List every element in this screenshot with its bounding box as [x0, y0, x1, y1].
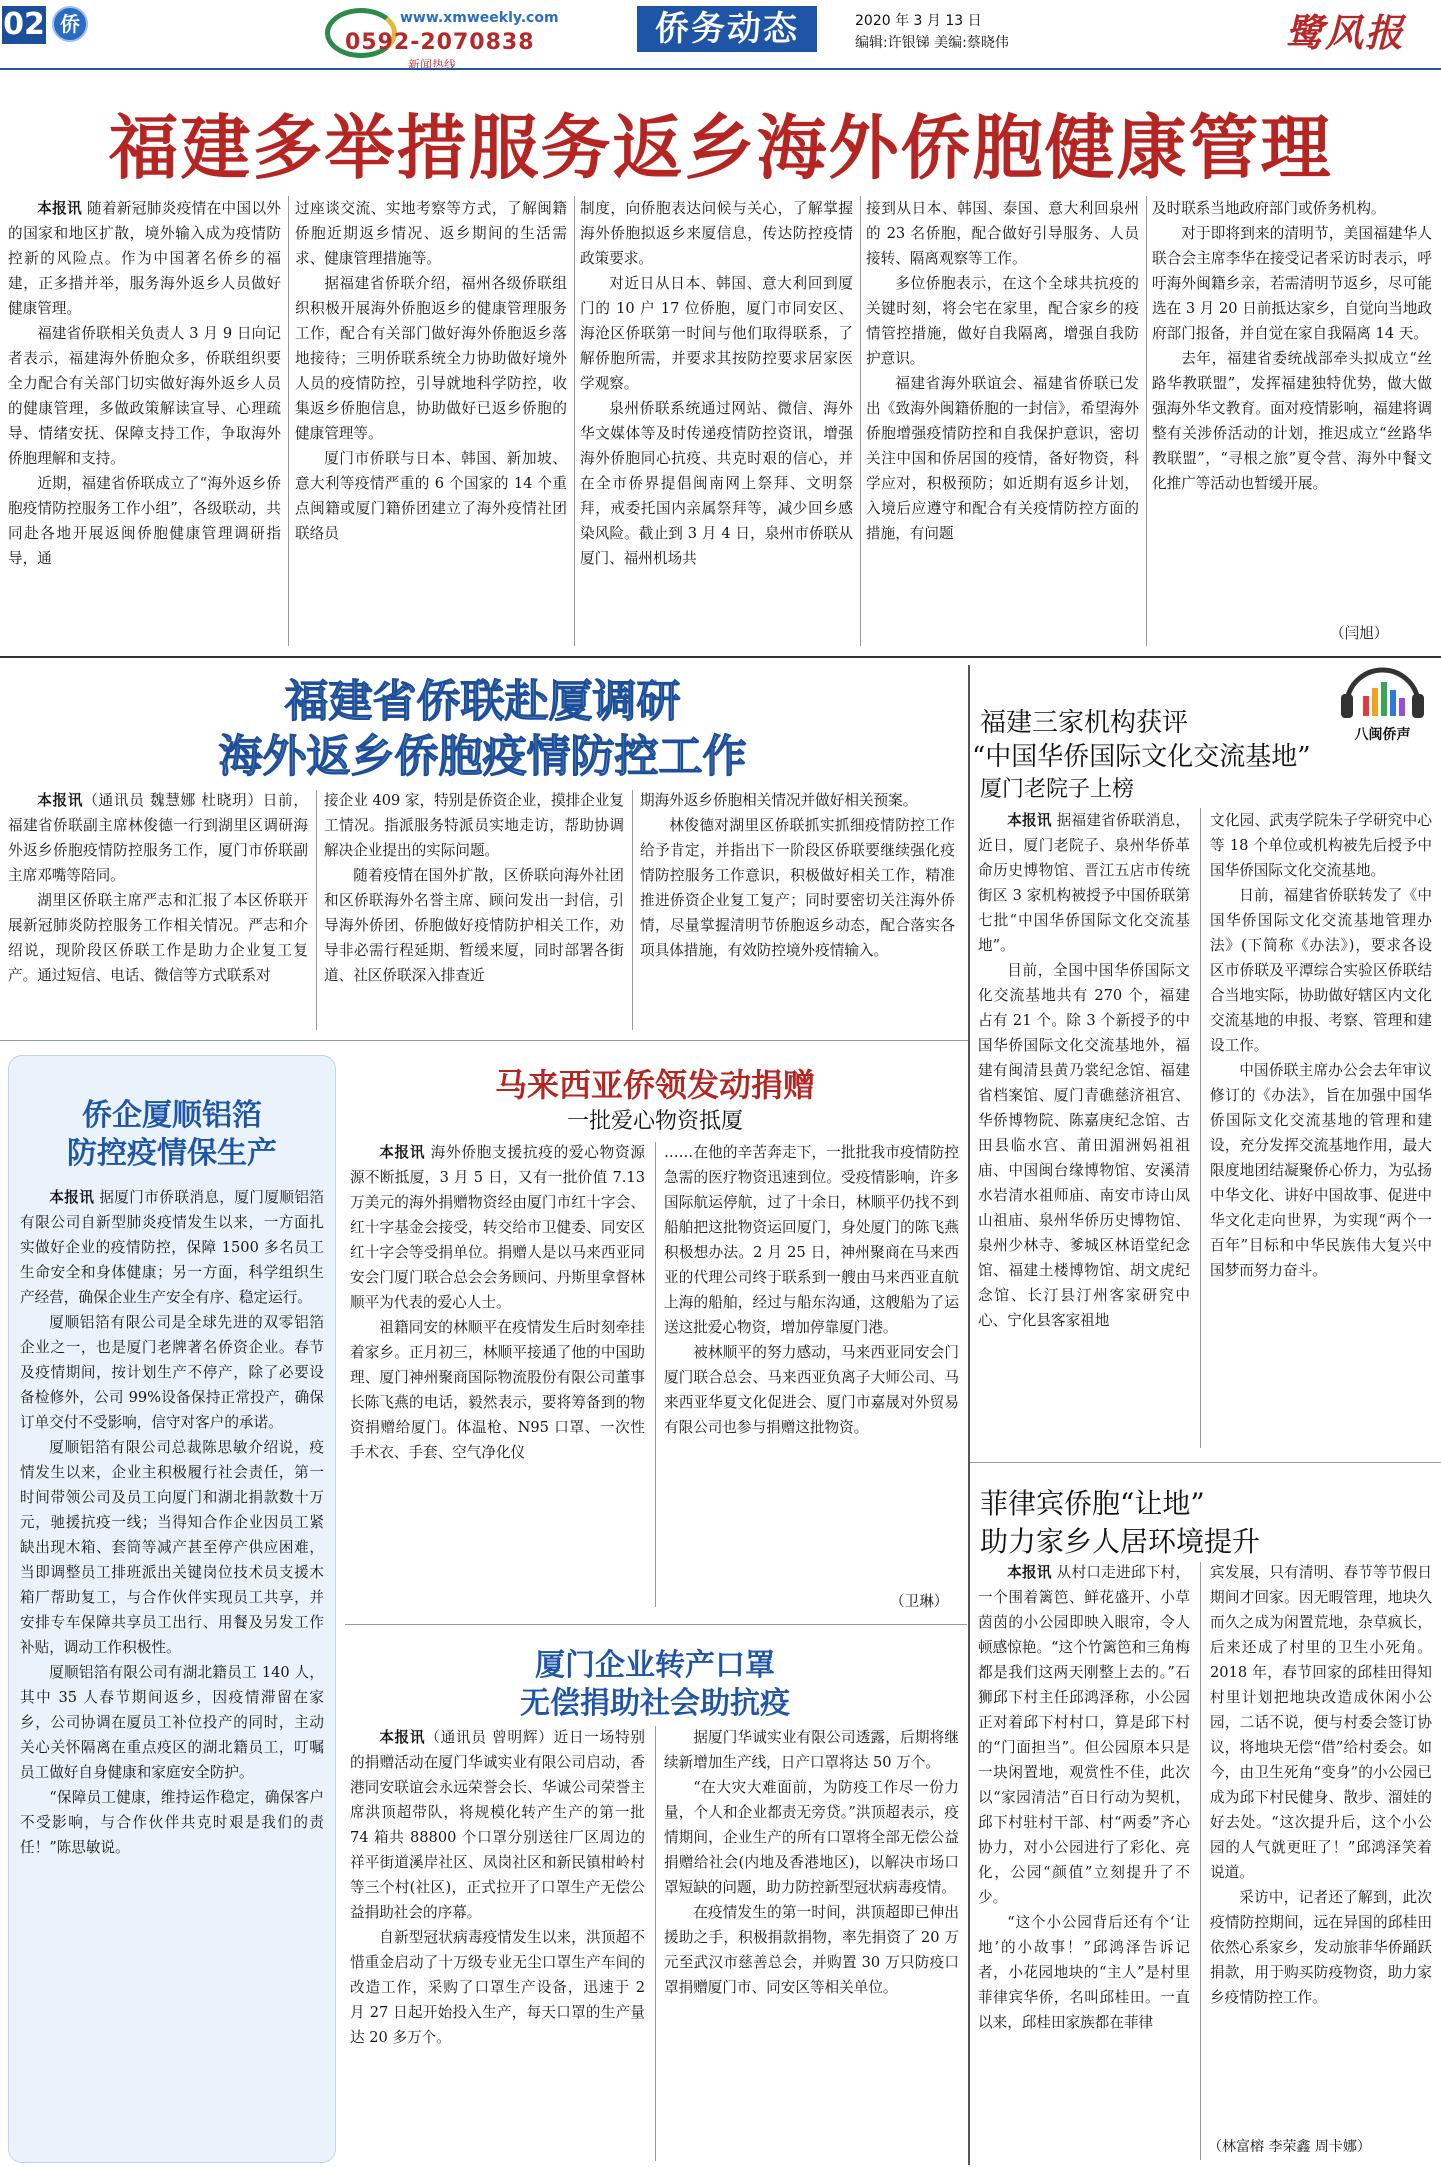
s5-col-2: 据厦门华诚实业有限公司透露，后期将继续新增加生产线，日产口罩将达 50 万个。 “在大灾大难面前，为防疫工作尽一份力量，个人和企业都责无旁贷。”洪顶超表示，疫情期间，企业生产的所有口罩将全部无偿公益捐赠给社会(内地及香港地区)，以解决市场口罩短缺的问题，助力防控新型冠状病毒疫情。 在疫情发生的第一时间，洪顶超即已伸出援助之手，积极捐款捐物，率先捐资了 20 万元至武汉市慈善总会，并购置 30 万只防疫口罩捐赠厦门市、同安区等相关单位。 [664, 1729, 959, 1996]
s6-headline-1: 福建三家机构获评 [980, 708, 1189, 738]
divider [860, 196, 861, 646]
s2-headline-2: 海外返乡侨胞疫情防控工作 [218, 731, 747, 782]
divider [655, 1142, 656, 1607]
paper-name: 鹭风报 [1285, 10, 1406, 55]
editor-credits: 编辑:许银锑 美编:蔡晓伟 [855, 35, 1009, 51]
s7-byline: （林富榕 李荣鑫 周卡娜） [1208, 2139, 1371, 2155]
section-rule [345, 1624, 967, 1625]
section-banner: 侨务动态 [637, 6, 817, 52]
site-url: www.xmweekly.com [400, 10, 559, 26]
s4-byline: （卫琳） [890, 1593, 949, 1610]
s4-subheadline: 一批爱心物资抵厦 [566, 1109, 743, 1134]
s2-col-3: 期海外返乡侨胞相关情况并做好相关预案。 林俊德对湖里区侨联抓实抓细疫情防控工作给予肯定，并指出下一阶段区侨联要继续强化疫情防控服务工作意识，积极做好相关工作，精准推进侨资企业复工复产；同时要密切关注海外侨情，尽量掌握清明节侨胞返乡动态，配合落实各项具体措施，有效防控境外疫情输入。 [640, 792, 955, 959]
s5-headline-2: 无偿捐助社会助抗疫 [520, 1686, 790, 1721]
section-rule [0, 656, 1441, 658]
hotline-label: 新闻热线 [408, 58, 457, 72]
header-rule [0, 68, 1441, 70]
s6-headline-2: “中国华侨国际文化交流基地” [972, 742, 1311, 772]
s7-col-2: 宾发展，只有清明、春节等节假日期间才回家。因无暇管理，地块久而久之成为闲置荒地，杂草疯长，后来还成了村里的卫生小死角。2018 年，春节回家的邱桂田得知村里计划把地块改造成休闲小公园，二话不说，便与村委会签订协议，将地块无偿“借”给村委会。如今，由卫生死角“变身”的小公园已成为邱下村民健身、散步、溜娃的好去处。“这次提升后，这个小公园的人气就更旺了！”邱鸿泽笑着说道。 采访中，记者还了解到，此次疫情防控期间，远在异国的邱桂田依然心系家乡，发动旅菲华侨踊跃捐款，用于购买防疫物资，助力家乡疫情防控工作。 [1210, 1564, 1432, 2006]
issue-date: 2020 年 3 月 13 日 [855, 13, 982, 29]
divider [968, 665, 970, 2165]
emblem-char: 侨 [60, 12, 80, 36]
section-rule [970, 1462, 1441, 1463]
s5-headline-1: 厦门企业转产口罩 [535, 1648, 775, 1683]
s3-col-1: 本报讯 据厦门市侨联消息，厦门厦顺铝箔有限公司自新型肺炎疫情发生以来，一方面扎实做好企业的疫情防控，保障 1500 多名员工生命安全和身体健康；另一方面，科学组织生产经营，确保企业生产安全有序、稳定运行。 厦顺铝箔有限公司是全球先进的双零铝箔企业之一，也是厦门老牌著名侨资企业。春节及疫情期间，按计划生产不停产，除了必要设备检修外，公司 99%设备保持正常投产，确保订单交付不受影响，信守对客户的承诺。 厦顺铝箔有限公司总裁陈思敏介绍说，疫情发生以来，企业主积极履行社会责任，第一时间带领公司及员工向厦门和湖北捐款数十万元，驰援抗疫一线；当得知合作企业因员工紧缺出现木箱、套筒等减产甚至停产供应困难，当即调整员工排班派出关键岗位技术员支援木箱厂帮助复工，与合作伙伴实现员工共享，并安排专车保障共享员工出行、用餐及另发工作补贴，调动工作积极性。 厦顺铝箔有限公司有湖北籍员工 140 人，其中 35 人春节期间返乡，因疫情滞留在家乡，公司协调在厦员工补位投产的同时，主动关心关怀隔离在重点疫区的湖北籍员工，叮嘱员工做好自身健康和家庭安全防护。 “保障员工健康，维持运作稳定，确保客户不受影响，与合作伙伴共克时艰是我们的责任！”陈思敏说。 [20, 1189, 324, 1856]
column-logo-label: 八闽侨声 [1354, 727, 1411, 743]
page-emblem-icon [52, 6, 88, 42]
s5-col-1: 本报讯（通讯员 曾明辉）近日一场特别的捐赠活动在厦门华诚实业有限公司启动，香港同安联谊会永远荣誉会长、华诚公司荣誉主席洪顶超带队，将规模化转产生产的第一批 74 箱共 88800 个口罩分别送往厂区周边的祥平街道溪岸社区、凤岗社区和新民镇柑岭村等三个村(社区)，正式拉开了口罩生产无偿公益捐助社会的序幕。 自新型冠状病毒疫情发生以来，洪顶超不惜重金启动了十万级专业无尘口罩生产车间的改造工作，采购了口罩生产设备，迅速于 2 月 27 日起开始投入生产，每天口罩的生产量达 20 多万个。 [350, 1729, 645, 2046]
s6-col-2: 文化园、武夷学院朱子学研究中心等 18 个单位或机构被先后授予中国华侨国际文化交流基地。 日前，福建省侨联转发了《中国华侨国际文化交流基地管理办法》(下简称《办法》)，要求各设区市侨联及平潭综合实验区侨联结合当地实际，协助做好辖区内文化交流基地的申报、考察、管理和建设工作。 中国侨联主席办公会去年审议修订的《办法》，旨在加强中国华侨国际文化交流基地的管理和建设，充分发挥交流基地作用，最大限度地团结凝聚侨心侨力，为弘扬中华文化、讲好中国故事、促进中华文化走向世界，为实现“两个一百年”目标和中华民族伟大复兴中国梦而努力奋斗。 [1210, 812, 1432, 1279]
s2-headline-1: 福建省侨联赴厦调研 [284, 676, 681, 727]
s2-col-1: 本报讯（通讯员 魏慧娜 杜晓玥）日前，福建省侨联副主席林俊德一行到湖里区调研海外返乡侨胞疫情防控服务工作，厦门市侨联副主席邓嘴等陪同。 湖里区侨联主席严志和汇报了本区侨联开展新冠肺炎防控服务工作相关情况。严志和介绍说，现阶段区侨联工作是助力企业复工复产。通过短信、电话、微信等方式联系对 [8, 792, 308, 984]
phone-number: 0592-2070838 [345, 30, 535, 55]
lead-col-2: 过座谈交流、实地考察等方式，了解闽籍侨胞近期返乡情况、返乡期间的生活需求、健康管理措施等。 据福建省侨联介绍，福州各级侨联组织积极开展海外侨胞返乡的健康管理服务工作，配合有关部门做好海外侨胞返乡落地接待；三明侨联系统全力协助做好境外人员的疫情防控，引导就地科学防控，收集返乡侨胞信息，协助做好已返乡侨胞的健康管理等。 厦门市侨联与日本、韩国、新加坡、意大利等疫情严重的 6 个国家的 14 个重点闽籍或厦门籍侨团建立了海外疫情社团联络员 [295, 200, 567, 542]
divider [1146, 196, 1147, 646]
lead-headline: 福建多举措服务返乡海外侨胞健康管理 [108, 107, 1333, 189]
divider [1200, 808, 1201, 1448]
lead-col-3: 制度，向侨胞表达问候与关心，了解掌握海外侨胞拟返乡来厦信息，传达防控疫情政策要求。 对近日从日本、韩国、意大利回到厦门的 10 户 17 位侨胞，厦门市同安区、海沧区侨联第一时间与他们取得联系，了解侨胞所需，并要求其按防控要求居家医学观察。 泉州侨联系统通过网站、微信、海外华文媒体等及时传递疫情防控资讯，增强海外侨胞同心抗疫、共克时艰的信心，并在全市侨界提倡闽南网上祭拜、文明祭拜，戒委托国内亲属祭拜等，减少回乡感染风险。截止到 3 月 4 日，泉州市侨联从厦门、福州机场共 [580, 200, 853, 567]
s6-subheadline: 厦门老院子上榜 [980, 777, 1135, 802]
s7-headline-1: 菲律宾侨胞“让地” [980, 1487, 1205, 1520]
lead-col-4: 接到从日本、韩国、泰国、意大利回泉州的 23 名侨胞，配合做好引导服务、人员接转、隔离观察等工作。 多位侨胞表示，在这个全球共抗疫的关键时刻，将会宅在家里，配合家乡的疫情管控措施，做好自我隔离，增强自我防护意识。 福建省海外联谊会、福建省侨联已发出《致海外闽籍侨胞的一封信》，希望海外侨胞增强疫情防控和自我保护意识，密切关注中国和侨居国的疫情，备好物资，科学应对，积极预防；如近期有返乡计划，入境后应遵守和配合有关疫情防控方面的措施，有问题 [866, 200, 1139, 542]
divider [288, 196, 289, 646]
divider [574, 196, 575, 646]
page-number: 02 [3, 7, 45, 42]
lead-col-5: 及时联系当地政府部门或侨务机构。 对于即将到来的清明节，美国福建华人联合会主席李华在接受记者采访时表示，呼吁海外闽籍乡亲，若需清明节返乡，尽可能选在 3 月 20 日前抵达家乡，自觉向当地政府部门报备，并自觉在家自我隔离 14 天。 去年，福建省委统战部牵头拟成立“丝路华教联盟”，发挥福建独特优势，做大做强海外华文教育。面对疫情影响，福建将调整有关涉侨活动的计划，推迟成立“丝路华教联盟”，“寻根之旅”夏令营、海外中餐文化推广等活动也暂缓开展。 [1152, 200, 1432, 492]
s7-headline-2: 助力家乡人居环境提升 [980, 1525, 1261, 1558]
divider [632, 790, 633, 1030]
s3-headline-1: 侨企厦顺铝箔 [82, 1098, 262, 1133]
lead-col-1: 本报讯 随着新冠肺炎疫情在中国以外的国家和地区扩散，境外输入成为疫情防控新的风险点。作为中国著名侨乡的福建，正多措并举，服务海外返乡人员做好健康管理。 福建省侨联相关负责人 3 月 9 日向记者表示，福建海外侨胞众多，侨联组织要全力配合有关部门切实做好海外返乡人员的健康管理，多做政策解读宣导、心理疏导、情绪安抚、保障支持工作，争取海外侨胞理解和支持。 近期，福建省侨联成立了“海外返乡侨胞疫情防控服务工作小组”，各级联动，共同赴各地开展返闽侨胞健康管理调研指导，通 [8, 200, 281, 567]
s2-col-2: 接企业 409 家，特别是侨资企业，摸排企业复工情况。指派服务特派员实地走访，帮助协调解决企业提出的实际问题。 随着疫情在国外扩散，区侨联向海外社团和区侨联海外名誉主席、顾问发出一封信，引导海外侨团、侨胞做好疫情防护相关工作，劝导非必需行程延期、暂缓来厦，同时部署各街道、社区侨联深入排查近 [324, 792, 624, 984]
s3-headline-2: 防控疫情保生产 [67, 1136, 277, 1171]
s4-headline: 马来西亚侨领发动捐赠 [494, 1066, 815, 1104]
s6-col-1: 本报讯 据福建省侨联消息，近日，厦门老院子、泉州华侨革命历史博物馆、晋江五店市传统街区 3 家机构被授予中国侨联第七批“中国华侨国际文化交流基地”。 目前，全国中国华侨国际文化交流基地共有 270 个，福建占有 21 个。除 3 个新授予的中国华侨国际文化交流基地外，福建有闽清县黄乃裳纪念馆、福建省档案馆、厦门青礁慈济祖宫、华侨博物院、陈嘉庚纪念馆、古田县临水宫、莆田湄洲妈祖祖庙、中国闽台缘博物馆、安溪清水岩清水祖师庙、南安市诗山凤山祖庙、泉州华侨历史博物馆、泉州少林寺、爹城区林语堂纪念馆、福建土楼博物馆、胡文虎纪念馆、长汀县汀州客家研究中心、宁化县客家祖地 [978, 812, 1190, 1329]
divider [316, 790, 317, 1030]
lead-byline: （闫旭） [1330, 625, 1389, 642]
podcast-icon [1335, 660, 1430, 722]
divider [1200, 1562, 1201, 2160]
section-rule [0, 1040, 968, 1041]
divider [655, 1726, 656, 2161]
s4-col-1: 本报讯 海外侨胞支援抗疫的爱心物资源源不断抵厦，3 月 5 日，又有一批价值 7.13 万美元的海外捐赠物资经由厦门市红十字会、红十字基金会接受，转交给市卫健委、同安区红十字会等受捐单位。捐赠人是以马来西亚同安会门厦门联合总会会务顾问、丹斯里拿督林顺平为代表的爱心人士。 祖籍同安的林顺平在疫情发生后时刻牵挂着家乡。正月初三，林顺平接通了他的中国助理、厦门神州聚商国际物流股份有限公司董事长陈飞燕的电话，毅然表示，要将筹备到的物资捐赠给厦门。体温枪、N95 口罩、一次性手术衣、手套、空气净化仪 [350, 1144, 645, 1461]
s7-col-1: 本报讯 从村口走进邱下村，一个围着篱笆、鲜花盛开、小草茵茵的小公园即映入眼帘，令人顿感惊艳。“这个竹篱笆和三角梅都是我们这两天刚整上去的。”石狮邱下村主任邱鸿泽称，小公园正对着邱下村村口，算是邱下村的“门面担当”。但公园原本只是一块闲置地，观赏性不佳，此次以“家园清洁”百日行动为契机，邱下村驻村干部、村“两委”齐心协力，对小公园进行了彩化、亮化，公园“颜值”立刻提升了不少。 “这个小公园背后还有个‘让地’的小故事！”邱鸿泽告诉记者，小花园地块的“主人”是村里菲律宾华侨，名叫邱桂田。一直以来，邱桂田家族都在菲律 [978, 1564, 1190, 2031]
s4-col-2: ……在他的辛苦奔走下，一批批我市疫情防控急需的医疗物资迅速到位。受疫情影响，许多国际航运停航，过了十余日，林顺平仍找不到船舶把这批物资运回厦门，身处厦门的陈飞燕积极想办法。2 月 25 日，神州聚商在马来西亚的代理公司终于联系到一艘由马来西亚直航上海的船舶，经过与船东沟通，这艘船为了运送这批爱心物资，增加停靠厦门港。 被林顺平的努力感动，马来西亚同安会门厦门联合总会、马来西亚负离子大师公司、马来西亚华夏文化促进会、厦门市嘉晟对外贸易有限公司也参与捐赠这批物资。 [664, 1144, 959, 1436]
